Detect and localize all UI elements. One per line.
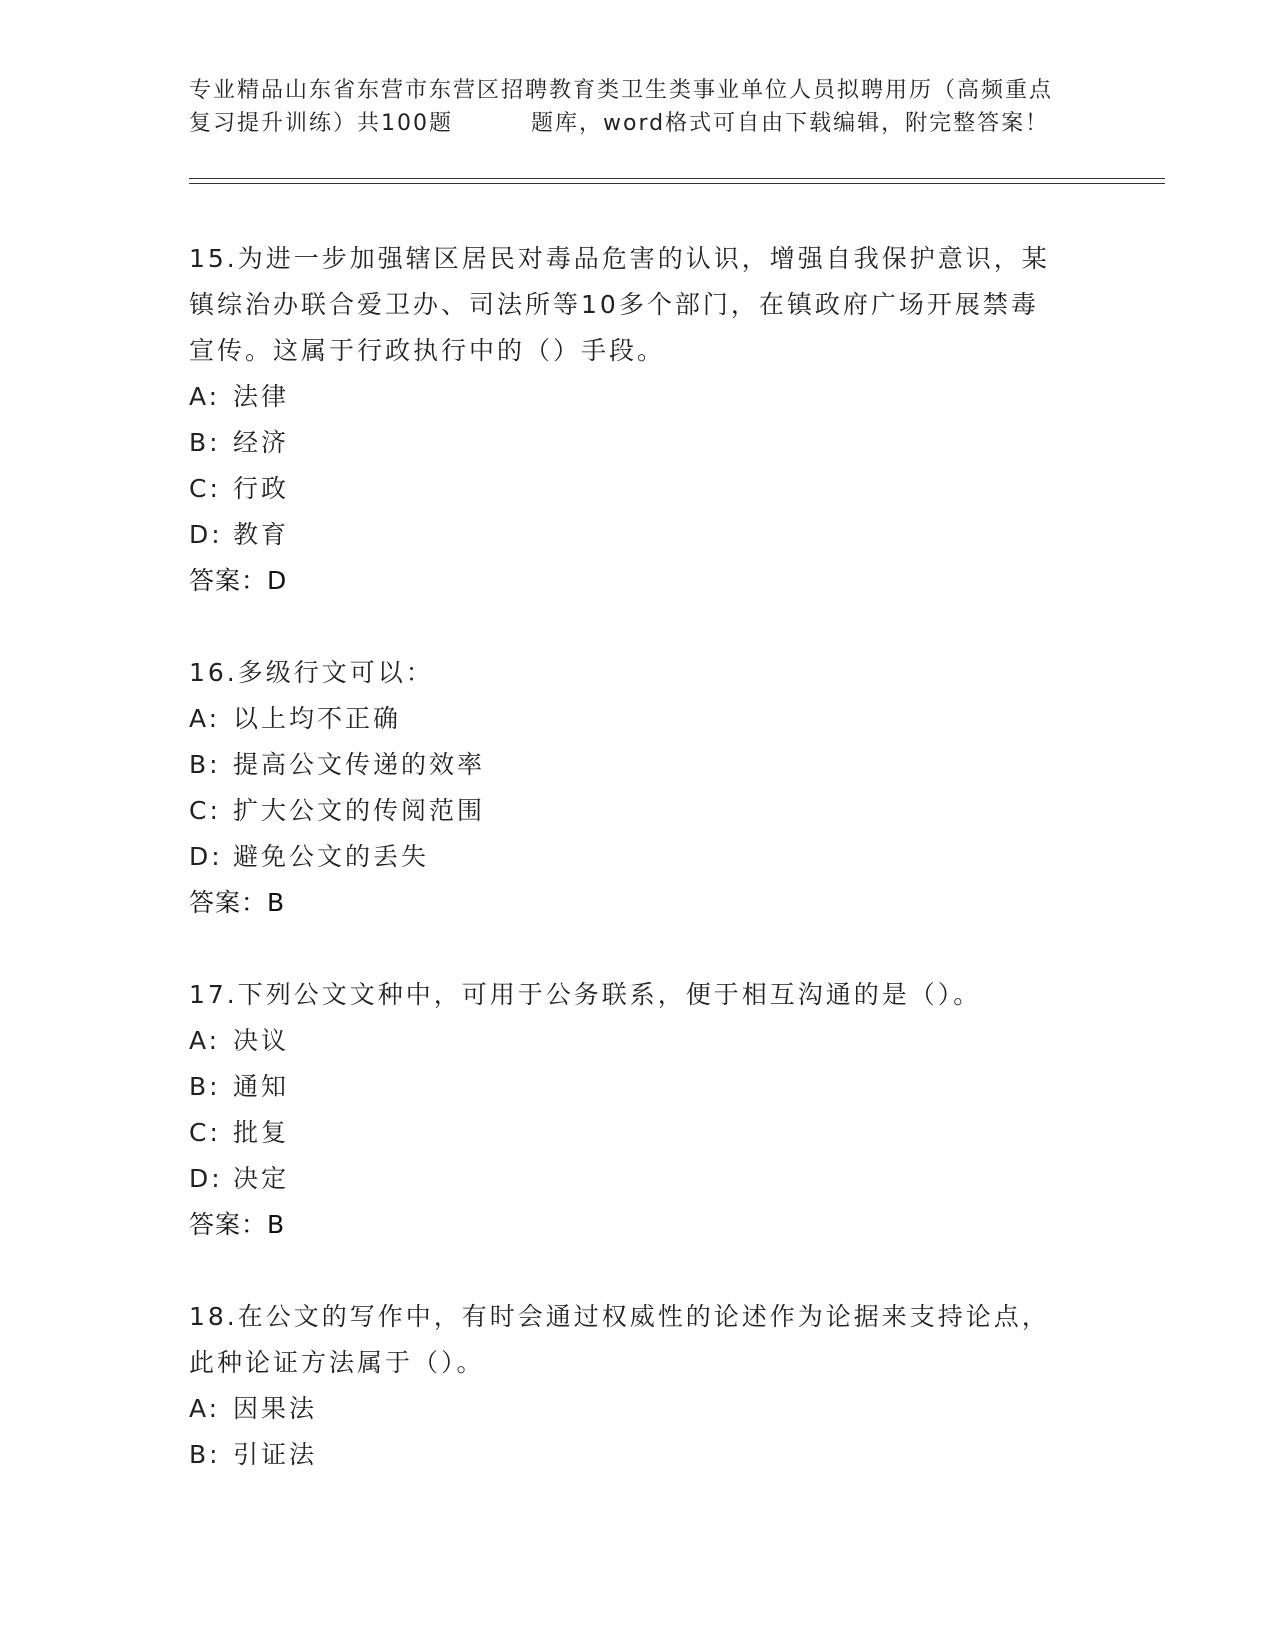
option-text: 法律: [233, 382, 290, 411]
option-text: 避免公文的丢失: [233, 842, 430, 871]
question-stem-line: 15.为进一步加强辖区居民对毒品危害的认识，增强自我保护意识，某: [189, 244, 1050, 273]
option-b: [189, 742, 1089, 788]
question-stem-line: 16.多级行文可以：: [189, 658, 434, 687]
option-text: 经济: [233, 428, 290, 457]
option-text: 通知: [233, 1072, 290, 1101]
header-divider-top: [189, 178, 1165, 179]
option-text: 以上均不正确: [233, 704, 402, 733]
option-text: 决定: [233, 1164, 290, 1193]
option-d: [189, 834, 1089, 880]
question-18: [189, 1294, 1089, 1478]
option-key: A:: [189, 1026, 221, 1055]
question-spacer: [189, 1248, 1089, 1294]
option-key: B:: [189, 428, 221, 457]
answer-line: 答案：B: [189, 888, 286, 917]
question-15: [189, 236, 1089, 650]
document-header: [189, 74, 1089, 140]
question-stem-line: 18.在公文的写作中，有时会通过权威性的论述作为论据来支持论点，: [189, 1302, 1050, 1331]
option-text: 批复: [233, 1118, 290, 1147]
option-b: [189, 420, 1089, 466]
question-stem-line: 17.下列公文文种中，可用于公务联系，便于相互沟通的是（）。: [189, 980, 982, 1009]
option-c: [189, 1110, 1089, 1156]
option-a: [189, 1386, 1089, 1432]
question-spacer: [189, 926, 1089, 972]
option-a: [189, 1018, 1089, 1064]
option-text: 决议: [233, 1026, 290, 1055]
question-spacer: [189, 604, 1089, 650]
option-key: D:: [189, 842, 223, 871]
option-key: C:: [189, 474, 221, 503]
option-c: [189, 466, 1089, 512]
option-key: A:: [189, 382, 221, 411]
option-key: D:: [189, 1164, 223, 1193]
question-16: [189, 650, 1089, 972]
option-a: [189, 696, 1089, 742]
answer-line: 答案：D: [189, 566, 288, 595]
question-17: [189, 972, 1089, 1294]
option-b: [189, 1432, 1089, 1478]
option-b: [189, 1064, 1089, 1110]
option-key: A:: [189, 1394, 221, 1423]
header-line-2-right: 题库，word格式可自由下载编辑，附完整答案！: [531, 111, 1050, 136]
option-key: B:: [189, 1072, 221, 1101]
option-text: 教育: [233, 520, 290, 549]
option-text: 提高公文传递的效率: [233, 750, 486, 779]
option-text: 扩大公文的传阅范围: [233, 796, 486, 825]
option-key: D:: [189, 520, 223, 549]
question-stem-line: 镇综治办联合爱卫办、司法所等10多个部门，在镇政府广场开展禁毒: [189, 290, 1039, 319]
option-key: B:: [189, 750, 221, 779]
answer-line: 答案：B: [189, 1210, 286, 1239]
question-list: [189, 236, 1089, 1478]
option-c: [189, 788, 1089, 834]
option-key: C:: [189, 796, 221, 825]
header-divider-bottom: [189, 183, 1165, 184]
question-stem-line: 宣传。这属于行政执行中的（）手段。: [189, 336, 666, 365]
header-line-2: [189, 107, 1089, 140]
option-d: [189, 1156, 1089, 1202]
question-stem-line: 此种论证方法属于（）。: [189, 1348, 485, 1377]
option-text: 因果法: [233, 1394, 318, 1423]
option-key: B:: [189, 1440, 221, 1469]
option-text: 引证法: [233, 1440, 318, 1469]
header-line-2-left: 复习提升训练）共100题: [189, 111, 453, 136]
header-line-1: 专业精品山东省东营市东营区招聘教育类卫生类事业单位人员拟聘用历（高频重点: [189, 78, 1054, 103]
option-key: A:: [189, 704, 221, 733]
option-text: 行政: [233, 474, 290, 503]
option-d: [189, 512, 1089, 558]
option-a: [189, 374, 1089, 420]
option-key: C:: [189, 1118, 221, 1147]
